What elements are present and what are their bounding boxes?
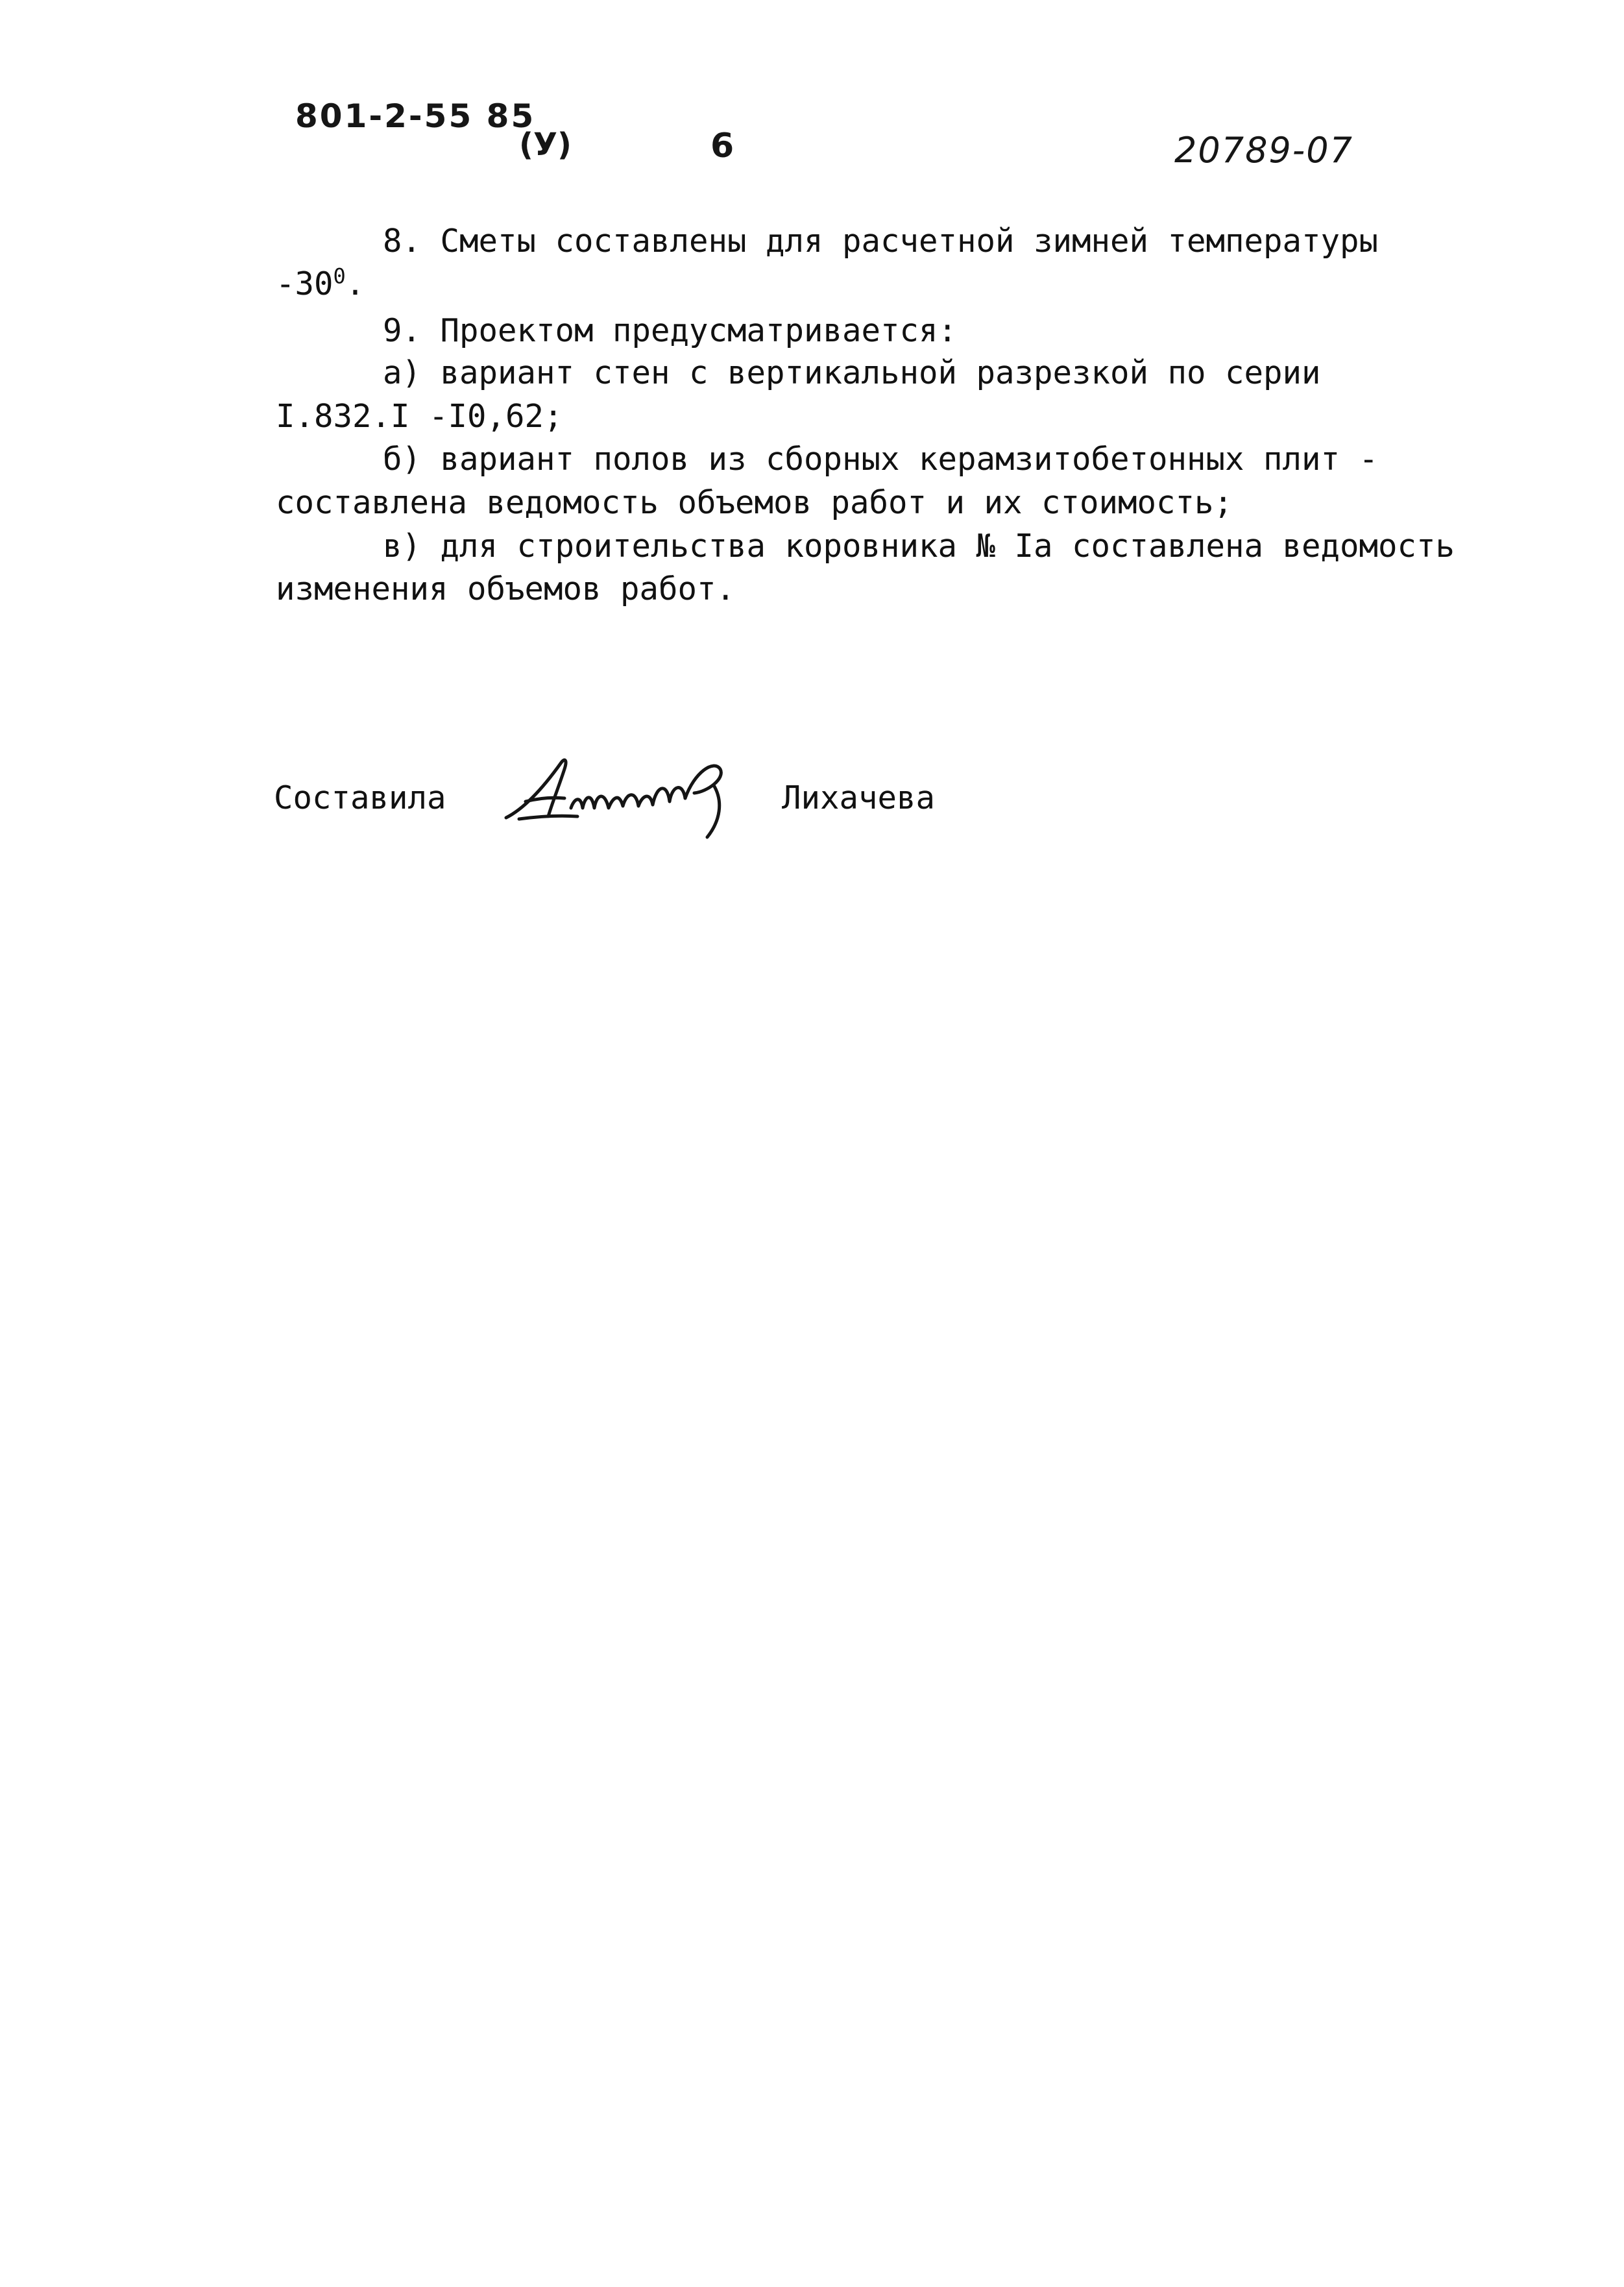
paragraph-8-line-2 bbox=[276, 265, 365, 304]
paragraph-9-heading: 9. Проектом предусматривается: bbox=[383, 312, 958, 349]
item-a-line-2: I.832.I -I0,62; bbox=[276, 398, 563, 435]
handwritten-signature bbox=[500, 746, 759, 844]
sentence-end: . bbox=[345, 265, 365, 302]
paragraph-8-line-1: 8. Сметы составлены для расчетной зимней температуры bbox=[383, 223, 1379, 260]
page-number: 6 bbox=[710, 127, 734, 165]
item-a-line-1: а) вариант стен с вертикальной разрезкой по серии bbox=[383, 354, 1321, 391]
item-b-line-2: составлена ведомость объемов работ и их стоимость; bbox=[276, 484, 1233, 521]
signatory-name: Лихачева bbox=[782, 779, 936, 816]
item-c-line-2: изменения объемов работ. bbox=[276, 570, 736, 607]
degree-sign: 0 bbox=[333, 263, 346, 289]
item-b-line-1: б) вариант полов из сборных керамзитобетонных плит - bbox=[383, 441, 1379, 478]
document-code-mark: (У) bbox=[519, 127, 572, 163]
item-c-line-1: в) для строительства коровника № Iа составлена ведомость bbox=[383, 528, 1455, 565]
document-code-right: 20789-07 bbox=[1174, 130, 1353, 171]
temperature-value: -30 bbox=[276, 265, 333, 302]
document-code-left: 801-2-55 85 bbox=[295, 97, 536, 135]
signature-label: Составила bbox=[274, 779, 446, 816]
